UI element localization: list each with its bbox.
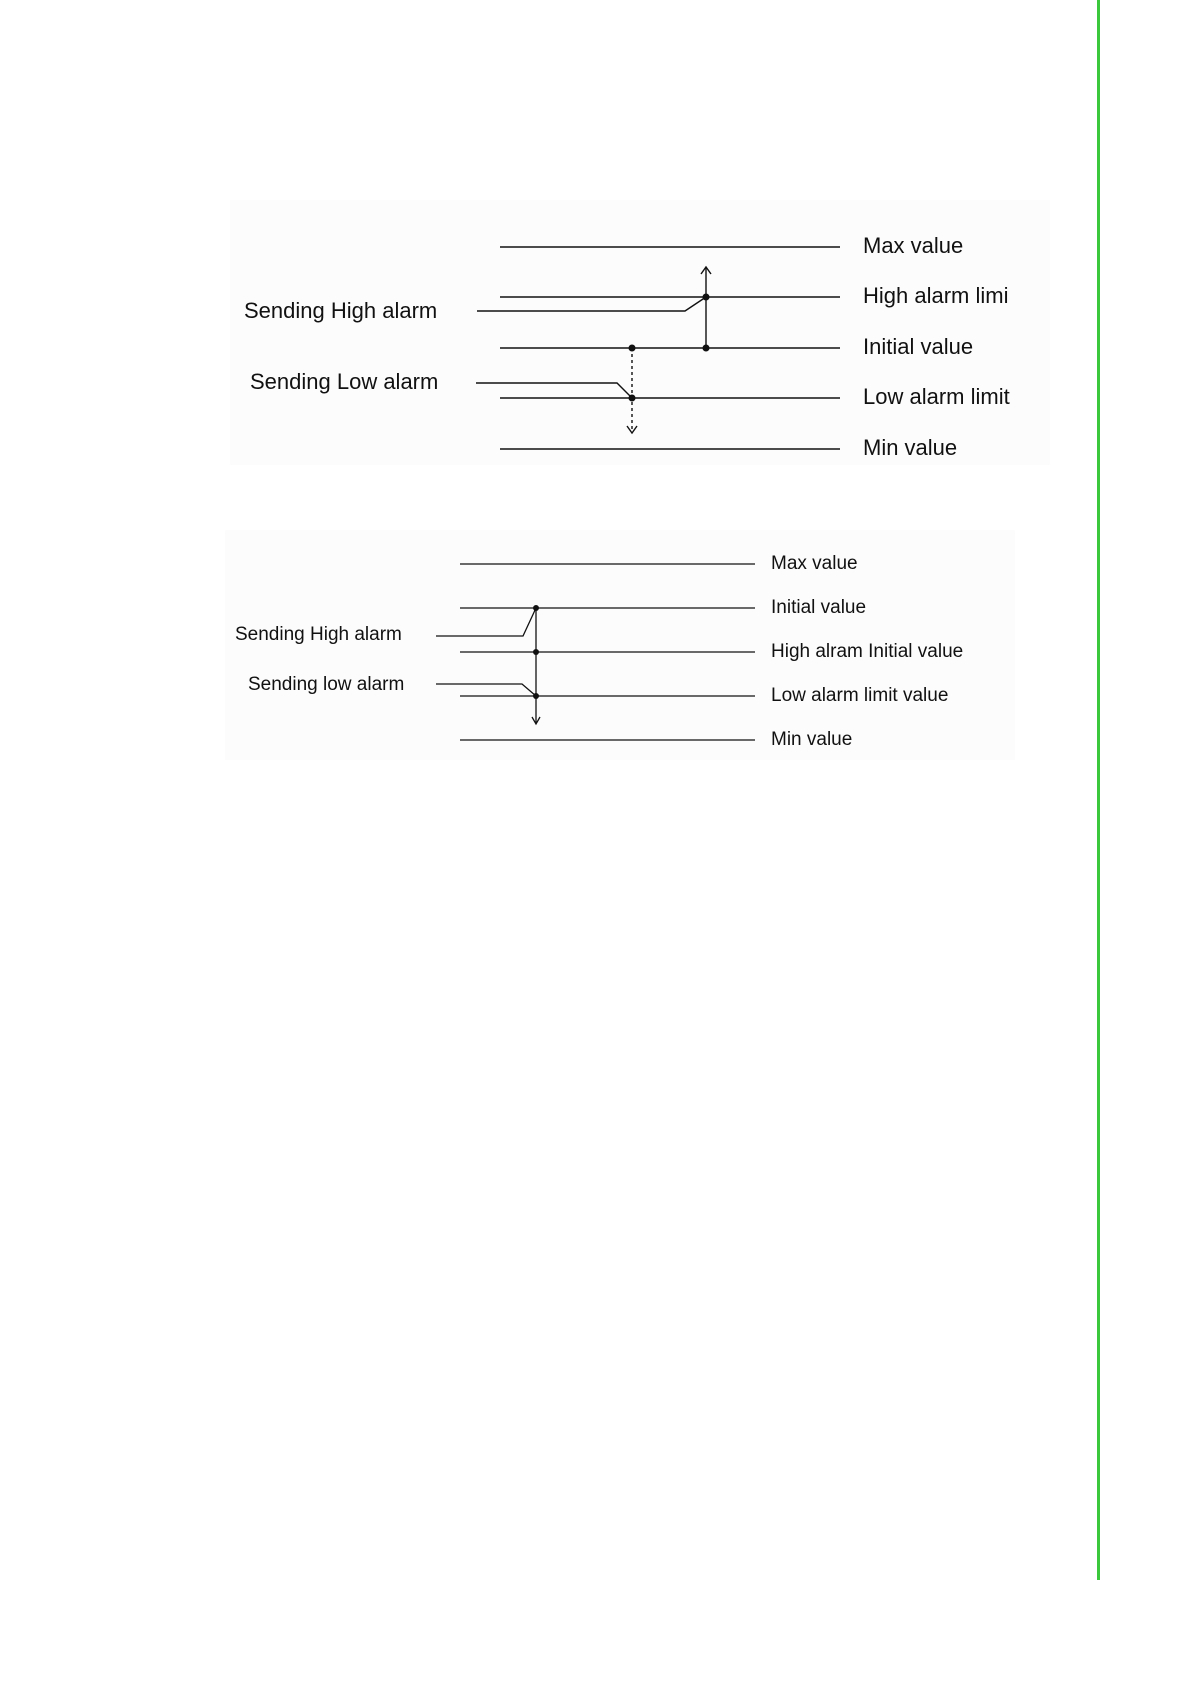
initial-fall-dot: [629, 345, 636, 352]
level-label-low-alarm: Low alarm limit: [863, 384, 1010, 409]
callout-sending-high-alarm: Sending High alarm: [244, 298, 438, 323]
high-initial-dot: [533, 649, 539, 655]
alarm-diagram-bottom: [225, 530, 1015, 760]
high-limit-dot: [703, 294, 710, 301]
level-label-min: Min value: [863, 435, 958, 460]
level-label-initial: Initial value: [771, 597, 867, 618]
callout-sending-high-alarm: Sending High alarm: [235, 624, 402, 645]
alarm-diagram-top: [230, 200, 1050, 465]
low-limit-dot: [629, 395, 636, 402]
high-alarm-leader: [436, 608, 536, 636]
callout-sending-low-alarm: Sending Low alarm: [250, 369, 439, 394]
level-label-low-alarm-limit: Low alarm limit value: [771, 685, 949, 706]
level-label-max: Max value: [771, 553, 858, 574]
level-label-initial: Initial value: [863, 334, 974, 359]
callout-sending-low-alarm: Sending low alarm: [248, 674, 405, 695]
initial-dot: [533, 605, 539, 611]
low-alarm-leader: [476, 383, 632, 398]
initial-rise-dot: [703, 345, 710, 352]
level-label-high-alarm: High alarm limi: [863, 283, 1009, 308]
low-alarm-leader: [436, 684, 536, 696]
level-label-min: Min value: [771, 729, 853, 750]
high-alarm-leader: [477, 297, 706, 311]
page-margin-rule: [1097, 0, 1100, 1580]
low-limit-dot: [533, 693, 539, 699]
level-label-max: Max value: [863, 233, 964, 258]
level-label-high-alarm-initial: High alram Initial value: [771, 641, 964, 662]
